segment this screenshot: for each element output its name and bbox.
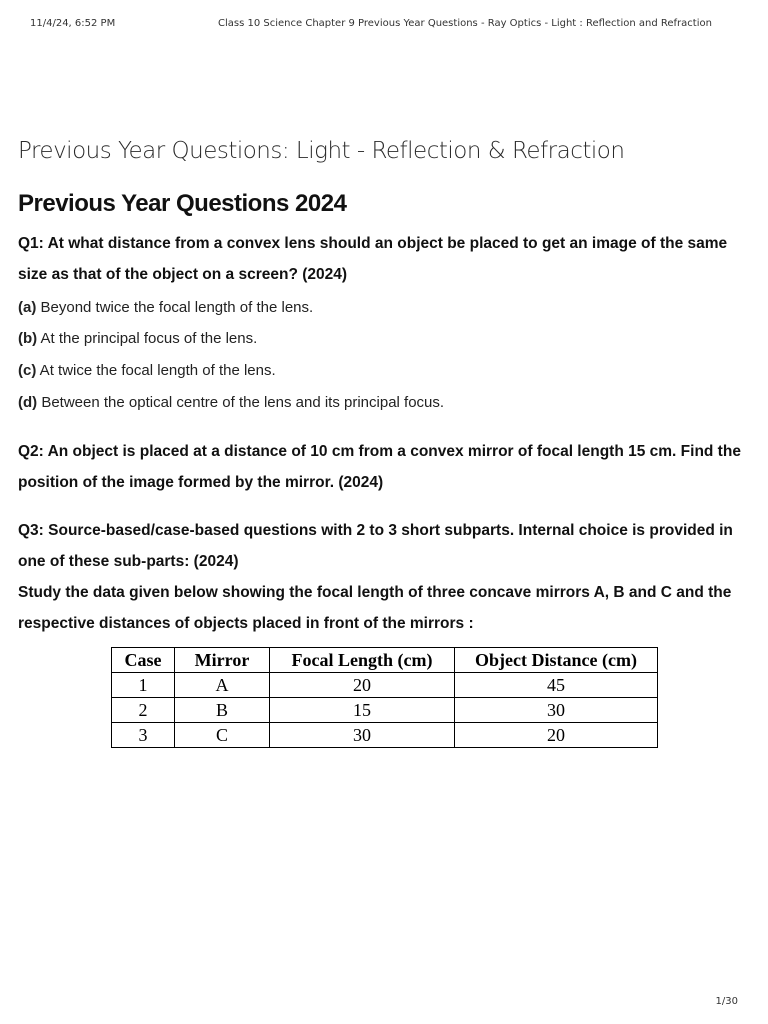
question-2: Q2: An object is placed at a distance of 10 cm from a convex mirror of focal length 15 cm. Find the position of the image formed by the mirror. (2024) [18,443,741,491]
option-text: Beyond twice the focal length of the lens. [36,299,314,316]
print-document-title: Class 10 Science Chapter 9 Previous Year Questions - Ray Optics - Light : Reflection and Refraction [218,18,712,29]
option-key: (b) [18,330,38,347]
option-key: (d) [18,394,38,411]
q1-option-b [18,328,754,350]
table-cell: 3 [112,723,175,748]
table-header-cell: Mirror [175,648,270,673]
table-cell: B [175,698,270,723]
option-text: At the principal focus of the lens. [37,330,258,347]
table-cell: 30 [270,723,455,748]
print-datetime: 11/4/24, 6:52 PM [30,18,116,29]
mirror-data-table [111,647,658,748]
table-header-cell: Focal Length (cm) [270,648,455,673]
table-cell: 30 [455,698,658,723]
print-header [30,18,738,34]
table-cell: 15 [270,698,455,723]
page-title: Previous Year Questions: Light - Reflection & Refraction [18,138,625,164]
q1-option-a [18,297,754,319]
table-row [112,723,658,748]
table-cell: 45 [455,673,658,698]
table-cell: 1 [112,673,175,698]
table-cell: A [175,673,270,698]
section-heading: Previous Year Questions 2024 [18,190,347,217]
question-3-intro: Study the data given below showing the focal length of three concave mirrors A, B and C and the respective distances of objects placed in front of the mirrors : [18,584,732,632]
table-cell: 20 [270,673,455,698]
table-cell: 20 [455,723,658,748]
table-cell: 2 [112,698,175,723]
table-row [112,698,658,723]
page-number: 1/30 [715,996,738,1007]
table-row [112,673,658,698]
table-header-cell: Object Distance (cm) [455,648,658,673]
table-header-cell: Case [112,648,175,673]
option-key: (c) [18,362,37,379]
option-text: Between the optical centre of the lens and its principal focus. [37,394,445,411]
table-header-row [112,648,658,673]
q1-option-c [18,360,754,382]
table-cell: C [175,723,270,748]
question-1: Q1: At what distance from a convex lens should an object be placed to get an image of the same size as that of the object on a screen? (2024) [18,235,728,283]
question-3: Q3: Source-based/case-based questions with 2 to 3 short subparts. Internal choice is provided in one of these sub-parts: (2024) [18,522,733,570]
option-key: (a) [18,299,37,316]
q1-option-d [18,392,754,414]
option-text: At twice the focal length of the lens. [36,362,276,379]
